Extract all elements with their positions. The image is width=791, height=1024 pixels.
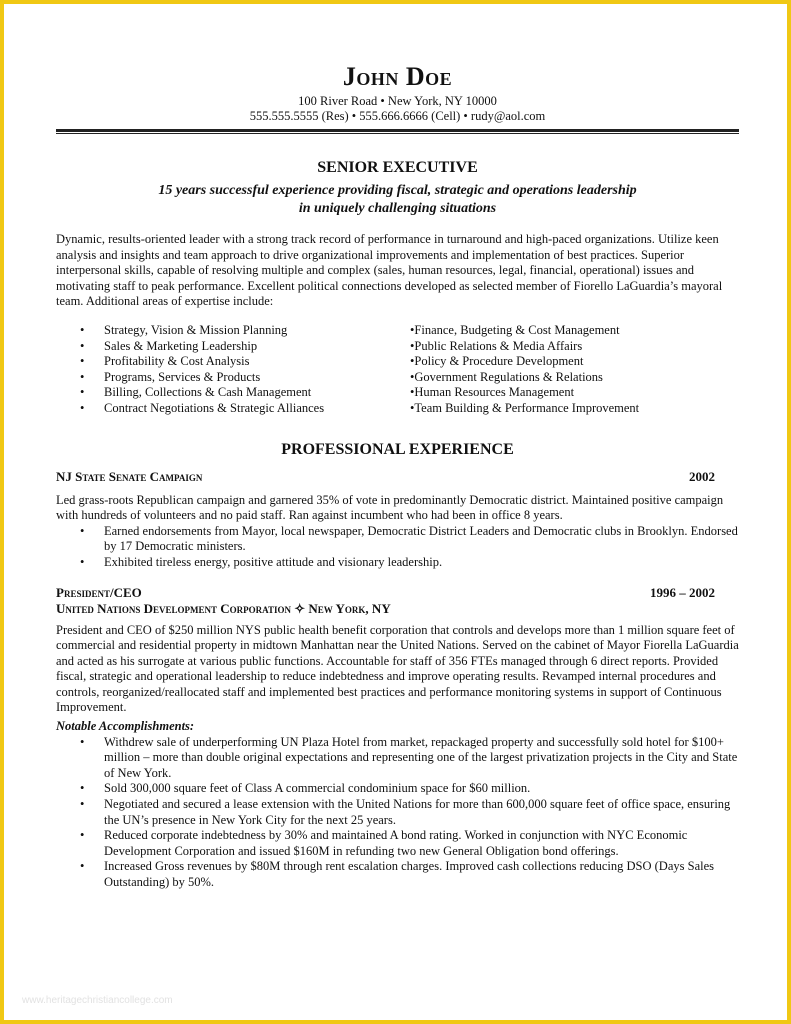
list-item: • Exhibited tireless energy, positive attitude and visionary leadership.	[104, 555, 739, 571]
skill-item: • Finance, Budgeting & Cost Management	[410, 323, 639, 339]
skill-item: • Sales & Marketing Leadership	[80, 339, 410, 355]
list-item: • Negotiated and secured a lease extension with the United Nations for more than 600,000 square feet of office space, ensuring the UN’s presence in New York City for the next 25 years.	[104, 797, 739, 828]
job-description: Led grass-roots Republican campaign and garnered 35% of vote in predominantly Democratic district. Maintained positive campaign with hundreds of volunteers and no paid staff. Ran against incumbent who had been in office 8 years.	[56, 492, 724, 523]
job-bullets	[56, 524, 739, 571]
summary-paragraph: Dynamic, results-oriented leader with a strong track record of performance in turnaround and high-paced organizations. Utilize keen analysis and insights and team approach to drive organizational improvements and implementation of best practices. Superior interpersonal skills, capable of resolving multiple and complex (sales, human resources, legal, financial, operational) issues and motivating staff to peak performance. Excellent political connections developed as selected member of Fiorello LaGuardia’s mayoral team. Additional areas of expertise include:	[56, 232, 723, 309]
candidate-name: John Doe	[342, 62, 453, 91]
job-title: President/CEO	[56, 584, 142, 600]
skills-right-column	[410, 323, 639, 417]
skill-item: • Government Regulations & Relations	[410, 370, 639, 386]
job-description: President and CEO of $250 million NYS public health benefit corporation that controls and develops more than 1 million square feet of commercial and residential property in midtown Manhattan near the United Nations. Served on the cabinet of Mayor Fiorella LaGuardia and acted as his surrogate at various public functions. Accountable for staff of 356 FTEs managed through 6 direct reports. Provided fiscal, strategic and operational leadership to reduce indebtedness and improve operating results. Revamped internal procedures and controls, reorganized/reallocated staff and implemented best practices and performance monitoring systems in support of Continuous Improvement.	[56, 622, 739, 715]
job-president-ceo	[56, 585, 739, 891]
skills-list	[56, 323, 739, 417]
job-organization: United Nations Development Corporation ✧ New York, NY	[56, 600, 391, 616]
job-senate-campaign	[56, 469, 739, 571]
skill-item: • Public Relations & Media Affairs	[410, 339, 639, 355]
contact-line: 555.555.5555 (Res) • 555.666.6666 (Cell) • rudy@aol.com	[249, 109, 546, 123]
job-header	[56, 585, 739, 601]
list-item: • Earned endorsements from Mayor, local newspaper, Democratic District Leaders and Democratic clubs in Brooklyn. Endorsed by 17 Democratic ministers.	[104, 524, 739, 555]
summary-title: SENIOR EXECUTIVE	[317, 159, 478, 176]
resume-content	[56, 62, 739, 891]
skill-item: • Human Resources Management	[410, 385, 639, 401]
list-item: • Withdrew sale of underperforming UN Plaza Hotel from market, repackaged property and successfully sold hotel for $100+ million – more than double original expectations and representing one of the largest privatization projects in the City and State of New York.	[104, 735, 739, 782]
skill-item: • Profitability & Cost Analysis	[80, 354, 410, 370]
skills-left-column	[56, 323, 410, 417]
header-divider	[56, 129, 739, 134]
notable-accomplishments-label: Notable Accomplishments:	[56, 719, 195, 734]
job-year: 1996 – 2002	[650, 584, 715, 600]
skill-item: • Strategy, Vision & Mission Planning	[80, 323, 410, 339]
job-year: 2002	[689, 468, 715, 484]
watermark: www.heritagechristiancollege.com	[22, 995, 173, 1006]
summary-tagline-1: 15 years successful experience providing fiscal, strategic and operations leadership	[158, 183, 637, 198]
skill-item: • Contract Negotiations & Strategic Alliances	[80, 401, 410, 417]
skill-item: • Team Building & Performance Improvement	[410, 401, 639, 417]
list-item: • Increased Gross revenues by $80M through rent escalation charges. Improved cash collections reducing DSO (Days Sales Outstanding) by 50%.	[104, 859, 739, 890]
job-title: NJ State Senate Campaign	[56, 468, 203, 484]
job-bullets	[56, 735, 739, 891]
list-item: • Reduced corporate indebtedness by 30% and maintained A bond rating. Worked in conjunction with NYC Economic Development Corporation and issued $160M in refunding two new General Obligation bond offerings.	[104, 828, 739, 859]
job-header	[56, 469, 739, 485]
experience-title: PROFESSIONAL EXPERIENCE	[281, 440, 514, 458]
skill-item: • Policy & Procedure Development	[410, 354, 639, 370]
skill-item: • Programs, Services & Products	[80, 370, 410, 386]
summary-tagline-2: in uniquely challenging situations	[298, 201, 497, 216]
list-item: • Sold 300,000 square feet of Class A commercial condominium space for $60 million.	[104, 781, 739, 797]
skill-item: • Billing, Collections & Cash Management	[80, 385, 410, 401]
address-line: 100 River Road • New York, NY 10000	[298, 94, 497, 108]
